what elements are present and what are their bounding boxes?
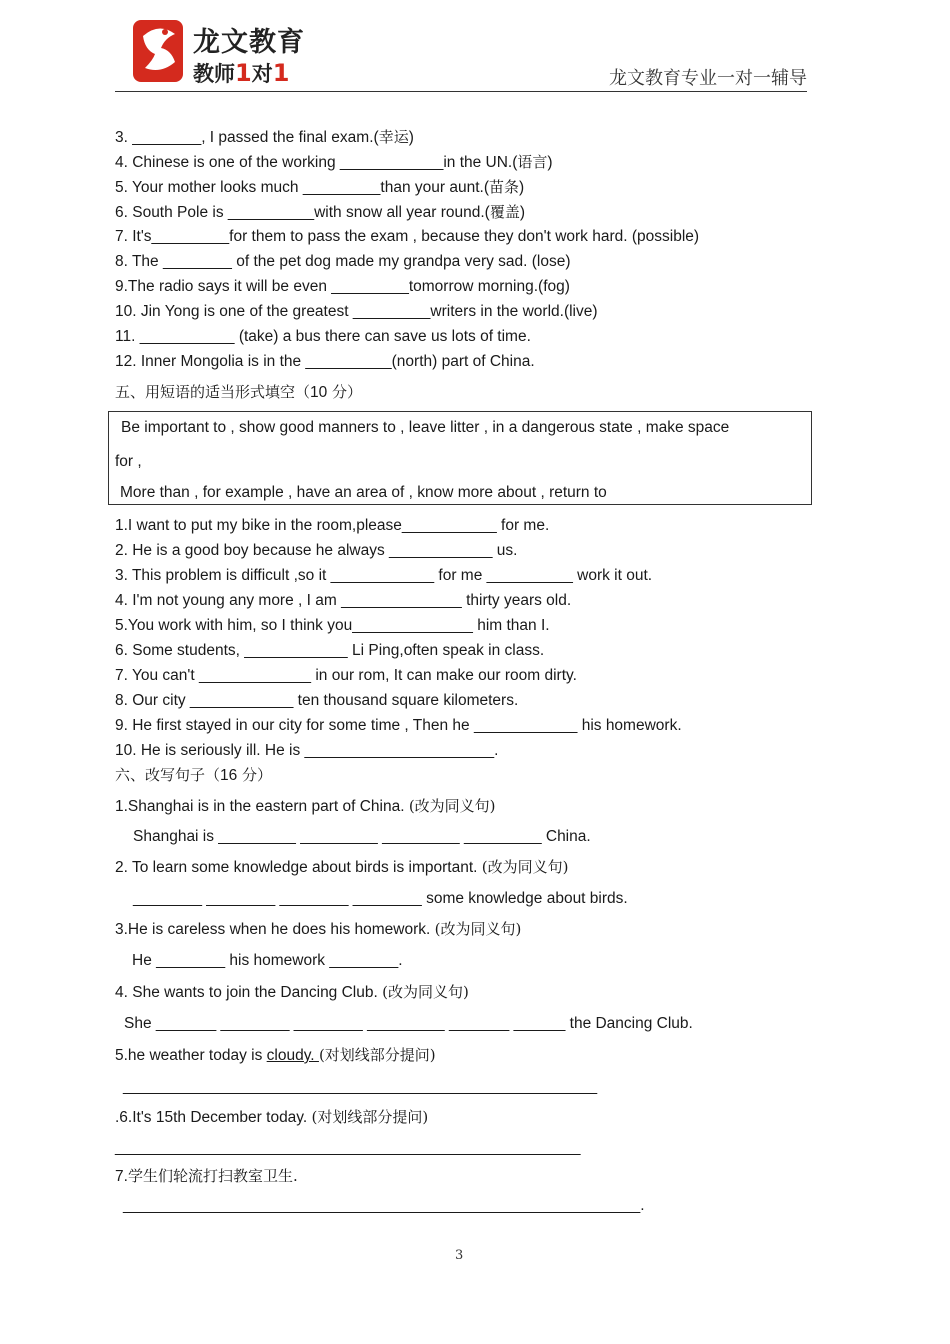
s6-q6-text: .6.It's 15th December today.: [115, 1109, 312, 1126]
s4-item-5-hint: 苗条: [488, 178, 519, 196]
section6-heading: [115, 765, 272, 786]
s5-item-4: 4. I'm not young any more , I am ______________ thirty years old.: [115, 592, 572, 609]
section6-heading-num: 16: [220, 767, 238, 784]
header-divider: [115, 91, 807, 92]
logo-sub-a: 教师: [193, 62, 235, 86]
s6-q4-hint: (改为同义句): [382, 983, 469, 1001]
section6-heading-end: 分）: [237, 766, 273, 784]
s6-q4-text: 4. She wants to join the Dancing Club.: [115, 984, 383, 1001]
s4-item-11: 11. ___________ (take) a bus there can save us lots of time.: [115, 328, 531, 345]
phrase-box-line-2: for ,: [115, 453, 142, 470]
s6-q1-hint: (改为同义句): [408, 797, 496, 815]
s6-question-6: [115, 1107, 428, 1128]
logo-sub-one-a: 1: [235, 59, 252, 87]
s4-item-3-hint: 幸运: [378, 128, 409, 146]
s5-item-1: 1.I want to put my bike in the room,please___________ for me.: [115, 517, 550, 534]
s6-answer-7: ____________________________________________________________.: [123, 1197, 645, 1214]
s6-q5-hint: (对划线部分提问): [318, 1046, 436, 1064]
logo-subtitle: [193, 58, 289, 88]
s4-item-4-hint: 语言: [517, 153, 548, 171]
s6-q7-num: 7.: [115, 1168, 128, 1185]
s5-item-6: 6. Some students, ____________ Li Ping,often speak in class.: [115, 642, 545, 659]
s4-item-6: 6. South Pole is __________with snow all year round.(覆盖): [115, 203, 526, 221]
section5-heading-end: 分）: [327, 383, 363, 401]
s5-item-2: 2. He is a good boy because he always ____________ us.: [115, 542, 518, 559]
section5-heading: [115, 382, 362, 403]
s6-q2-hint: (改为同义句): [481, 858, 569, 876]
s6-answer-4: She _______ ________ ________ _________ _______ ______ the Dancing Club.: [124, 1015, 693, 1032]
phrase-box: [108, 411, 812, 505]
phrase-box-line-3: More than , for example , have an area of , know more about , return to: [120, 484, 607, 501]
s6-q1-text: 1.Shanghai is in the eastern part of China.: [115, 798, 409, 815]
logo-title: 龙文教育: [193, 27, 305, 58]
s6-q5-underlined: cloudy.: [266, 1047, 319, 1064]
s5-item-8: 8. Our city ____________ ten thousand square kilometers.: [115, 692, 519, 709]
logo-sub-b: 对: [251, 62, 273, 86]
section5-heading-num: 10: [310, 384, 328, 401]
s6-question-1: [115, 796, 496, 817]
s6-q5-text: 5.he weather today is: [115, 1047, 267, 1064]
s6-question-7: [115, 1166, 298, 1187]
s5-item-9: 9. He first stayed in our city for some time , Then he ____________ his homework.: [115, 717, 682, 734]
s4-item-8: 8. The ________ of the pet dog made my grandpa very sad. (lose): [115, 253, 571, 270]
section6-heading-cn: 六、改写句子（: [115, 766, 221, 784]
s6-answer-3: He ________ his homework ________.: [132, 952, 403, 969]
s4-item-3: 3. ________, I passed the final exam.(幸运): [115, 128, 414, 146]
s4-item-10: 10. Jin Yong is one of the greatest _________writers in the world.(live): [115, 303, 598, 320]
s6-question-4: [115, 982, 469, 1003]
s4-item-12: 12. Inner Mongolia is in the __________(north) part of China.: [115, 353, 535, 370]
s6-question-2: [115, 857, 568, 878]
s4-item-6-hint: 覆盖: [489, 203, 520, 221]
page-header: [115, 12, 807, 90]
header-tagline: 龙文教育专业一对一辅导: [609, 68, 807, 89]
logo: [131, 16, 321, 90]
s4-item-9: 9.The radio says it will be even _________tomorrow morning.(fog): [115, 278, 570, 295]
s4-item-4: 4. Chinese is one of the working ____________in the UN.(语言): [115, 153, 553, 171]
s5-item-7: 7. You can't _____________ in our rom, It can make our room dirty.: [115, 667, 577, 684]
section5-heading-cn: 五、用短语的适当形式填空（: [115, 383, 311, 401]
s6-q3-hint: (改为同义句): [434, 920, 522, 938]
s6-q7-text: 学生们轮流打扫教室卫生.: [127, 1167, 298, 1185]
phrase-box-line-1: Be important to , show good manners to , leave litter , in a dangerous state , make space: [121, 419, 730, 436]
s6-answer-6: ______________________________________________________: [115, 1139, 581, 1156]
s6-q2-text: 2. To learn some knowledge about birds is important.: [115, 859, 482, 876]
dragon-logo-icon: [131, 16, 187, 86]
s6-answer-2: ________ ________ ________ ________ some knowledge about birds.: [133, 890, 628, 907]
s5-item-10: 10. He is seriously ill. He is ______________________.: [115, 742, 499, 759]
s4-item-5: 5. Your mother looks much _________than your aunt.(苗条): [115, 178, 525, 196]
s6-answer-1: Shanghai is _________ _________ _________ _________ China.: [133, 828, 591, 845]
s6-q3-text: 3.He is careless when he does his homework.: [115, 921, 435, 938]
s4-item-3-text: 3. ________, I passed the final exam.(: [115, 129, 379, 146]
s6-question-3: [115, 919, 521, 940]
s5-item-3: 3. This problem is difficult ,so it ____________ for me __________ work it out.: [115, 567, 653, 584]
s4-item-5-text: 5. Your mother looks much _________than your aunt.(: [115, 179, 489, 196]
s6-answer-5: _______________________________________________________: [123, 1078, 598, 1095]
s4-item-4-text: 4. Chinese is one of the working ____________in the UN.(: [115, 154, 518, 171]
s6-question-5: [115, 1045, 436, 1066]
s4-item-7: 7. It's_________for them to pass the exam , because they don't work hard. (possible): [115, 228, 700, 245]
s5-item-5: 5.You work with him, so I think you______________ him than I.: [115, 617, 550, 634]
s4-item-6-text: 6. South Pole is __________with snow all year round.(: [115, 204, 490, 221]
logo-sub-one-b: 1: [272, 59, 290, 87]
s6-q6-hint: (对划线部分提问): [311, 1108, 429, 1126]
page-number: 3: [455, 1248, 464, 1263]
